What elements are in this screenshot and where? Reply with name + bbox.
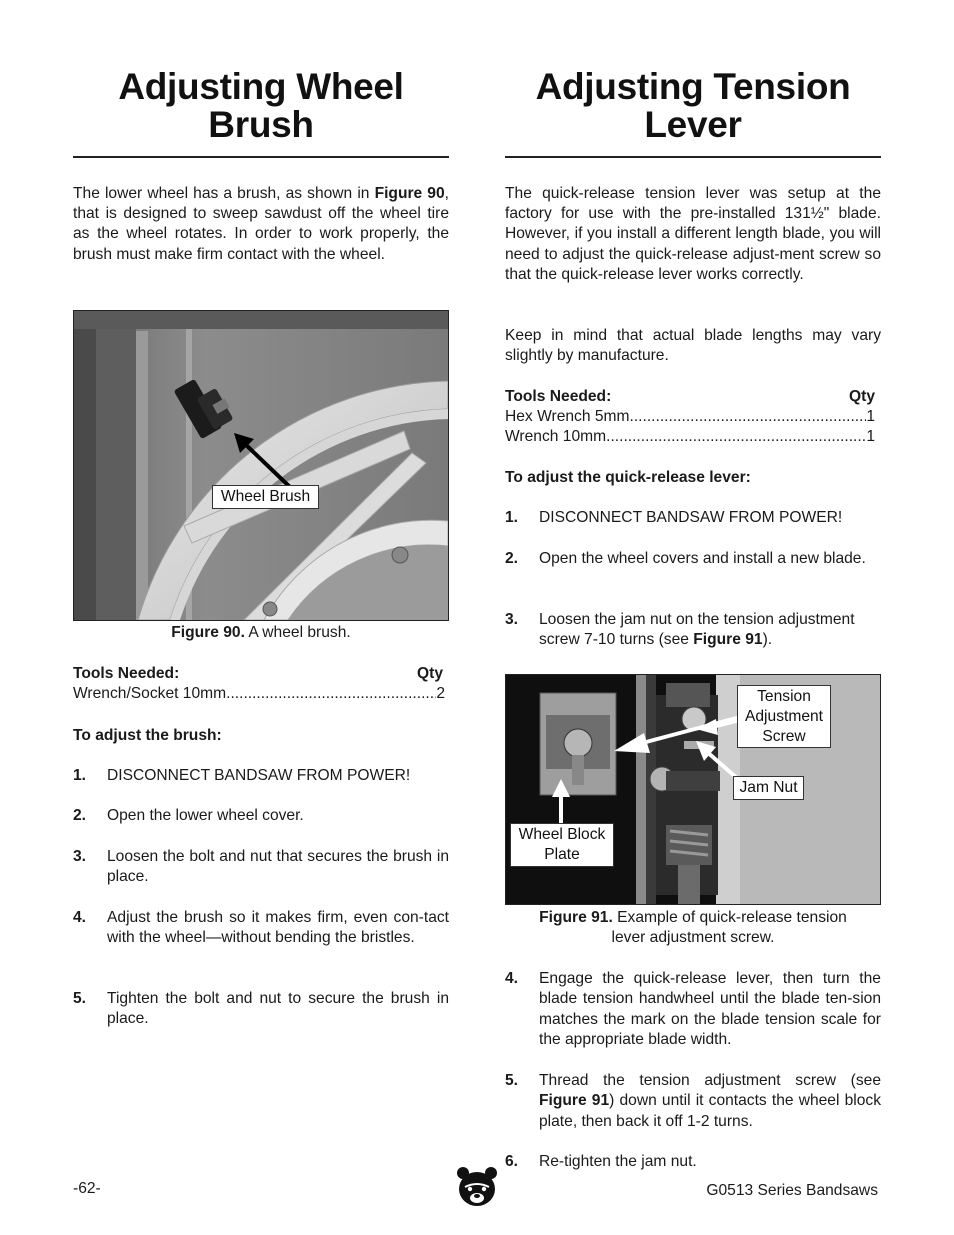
step-6: 6. Re-tighten the jam nut. <box>505 1153 697 1170</box>
note-paragraph: Keep in mind that actual blade lengths may vary slightly by manufacture. <box>505 327 881 365</box>
series-footer: G0513 Series Bandsaws <box>706 1182 878 1199</box>
step-3: 3. Loosen the jam nut on the tension adjustment screw 7-10 turns (see Figure 91). <box>505 611 855 649</box>
figure-90-caption: Figure 90. A wheel brush. <box>171 624 351 641</box>
tools-heading: Tools Needed: <box>73 665 180 682</box>
step-1: 1. DISCONNECT BANDSAW FROM POWER! <box>505 509 843 526</box>
figure-ref: Figure 90 <box>374 185 445 202</box>
qty-heading: Qty <box>849 388 875 405</box>
tool-row: Hex Wrench 5mm ..... 1 <box>505 407 881 427</box>
callout-wheel-block-plate: Wheel Block Plate <box>510 823 614 867</box>
step-3: 3. Loosen the bolt and nut that secures the brush in place. <box>73 848 449 886</box>
step-4: 4. Adjust the brush so it makes firm, even con-tact with the wheel—without bending the bristles. <box>73 909 449 947</box>
intro-paragraph: The quick-release tension lever was setup at the factory for use with the pre-installed 131½" blade. However, if you install a different length blade, you will need to adjust the quick-release adjust-ment screw so that the quick-release lever works correctly. <box>505 185 881 283</box>
figure-91-caption: Figure 91. Example of quick-release tension lever adjustment screw. <box>539 909 847 947</box>
procedure-heading: To adjust the quick-release lever: <box>505 469 751 486</box>
section-title-wheel-brush <box>73 68 449 144</box>
step-4: 4. Engage the quick-release lever, then turn the blade tension handwheel until the blade ten-sion matches the mark on the blade tension scale for the appropriate blade width. <box>505 970 881 1049</box>
figure-91-photo <box>505 674 881 905</box>
step-2: 2. Open the lower wheel cover. <box>73 807 304 824</box>
figure-ref: Figure 91 <box>539 1092 610 1110</box>
title-line-1: Adjusting Tension <box>535 66 851 107</box>
title-line-1: Adjusting Wheel <box>118 66 404 107</box>
callout-wheel-brush: Wheel Brush <box>212 485 319 509</box>
wheel-brush-photo-illustration <box>74 311 448 620</box>
callout-jam-nut: Jam Nut <box>733 776 804 800</box>
figure-ref: Figure 91 <box>693 631 763 649</box>
page-number: -62- <box>73 1180 101 1197</box>
qty-heading: Qty <box>417 665 443 682</box>
callout-tension-adjustment-screw: Tension Adjustment Screw <box>737 685 831 748</box>
figure-90-photo <box>73 310 449 621</box>
title-rule <box>505 156 881 158</box>
step-5: 5. Thread the tension adjustment screw (see Figure 91) down until it contacts the wheel block plate, then back it off 1-2 turns. <box>505 1072 881 1130</box>
tools-heading: Tools Needed: <box>505 388 612 405</box>
title-rule <box>73 156 449 158</box>
bear-head-logo-icon <box>455 1165 499 1209</box>
step-1: 1. DISCONNECT BANDSAW FROM POWER! <box>73 767 411 784</box>
intro-paragraph: The lower wheel has a brush, as shown in Figure 90, that is designed to sweep sawdust off the wheel tire as the wheel rotates. In order to work properly, the brush must make firm contact with the wheel. <box>73 185 449 263</box>
step-2: 2. Open the wheel covers and install a new blade. <box>505 550 866 567</box>
step-5: 5. Tighten the bolt and nut to secure the brush in place. <box>73 990 449 1028</box>
tools-needed-block <box>505 387 881 448</box>
tool-row: Wrench 10mm ..... 1 <box>505 427 881 447</box>
section-title-tension-lever <box>505 68 881 144</box>
tools-needed-block <box>73 664 449 704</box>
procedure-heading: To adjust the brush: <box>73 727 222 744</box>
title-line-2: Brush <box>208 104 314 145</box>
tool-row: Wrench/Socket 10mm ..... 2 <box>73 684 449 704</box>
title-line-2: Lever <box>644 104 742 145</box>
